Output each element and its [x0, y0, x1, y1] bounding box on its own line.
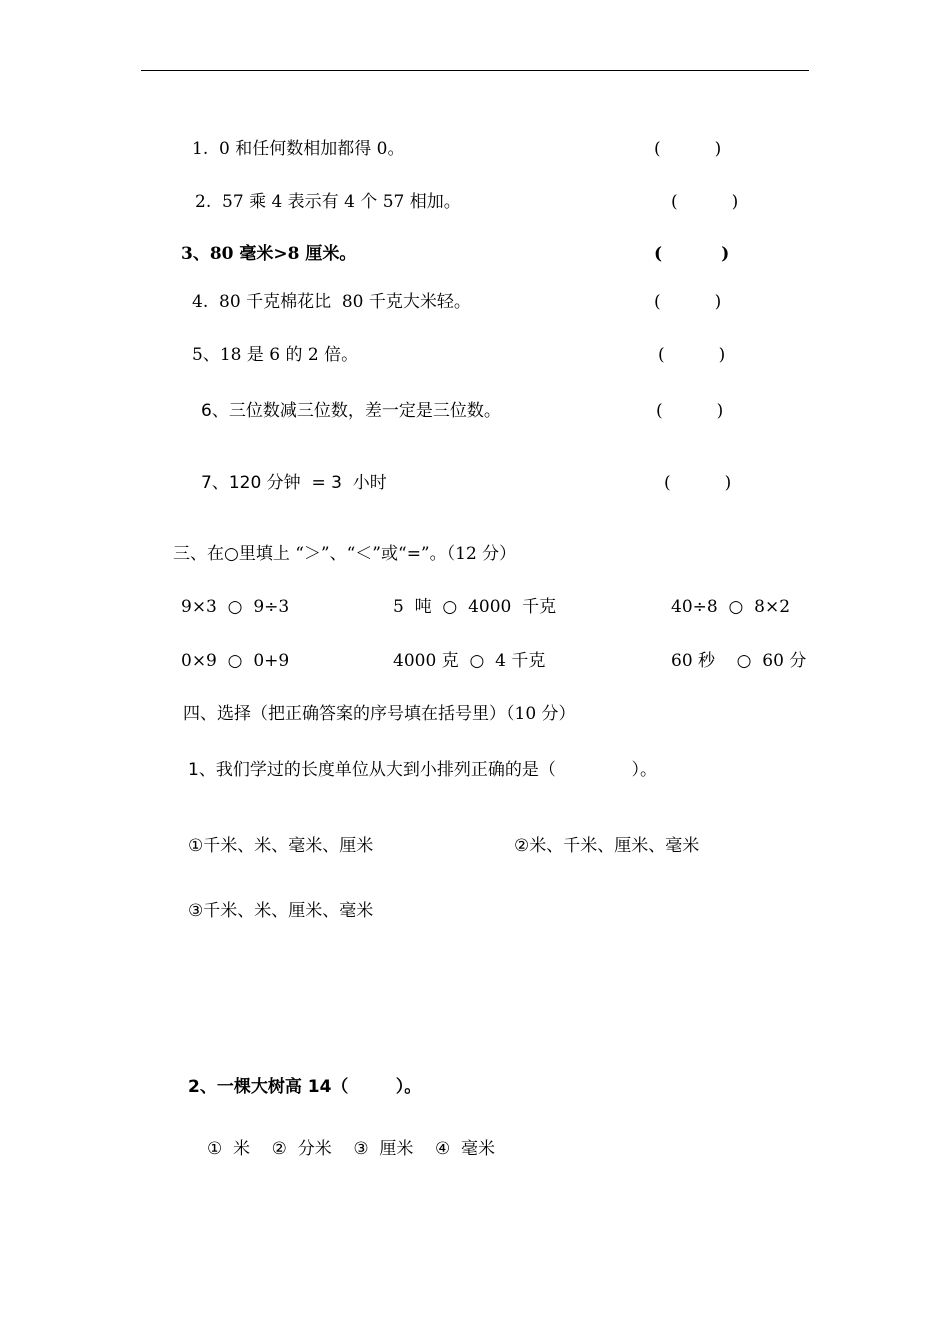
answer-paren-7[interactable]: ( ): [664, 473, 732, 493]
answer-paren-6[interactable]: ( ): [656, 401, 724, 421]
choice-q2-stem: 2、一棵大树高 14（ ）。: [188, 1077, 422, 1097]
compare-item-4[interactable]: 0×9 ○ 0+9: [181, 651, 290, 671]
choice-q1-option-1: ①千米、米、毫米、厘米: [188, 836, 374, 856]
judge-item-5: 5、18 是 6 的 2 倍。: [192, 345, 359, 365]
answer-paren-5[interactable]: ( ): [658, 345, 726, 365]
compare-item-3[interactable]: 40÷8 ○ 8×2: [671, 597, 791, 617]
compare-item-2[interactable]: 5 吨 ○ 4000 千克: [393, 597, 557, 617]
answer-paren-1[interactable]: ( ): [654, 139, 722, 159]
choice-q2-options: ① 米 ② 分米 ③ 厘米 ④ 毫米: [207, 1139, 496, 1159]
judge-item-2: 2. 57 乘 4 表示有 4 个 57 相加。: [195, 192, 461, 212]
judge-item-3: 3、80 毫米>8 厘米。: [181, 244, 357, 264]
answer-paren-2[interactable]: ( ): [671, 192, 739, 212]
judge-item-4: 4. 80 千克棉花比 80 千克大米轻。: [192, 292, 471, 312]
compare-item-1[interactable]: 9×3 ○ 9÷3: [181, 597, 290, 617]
compare-item-5[interactable]: 4000 克 ○ 4 千克: [393, 651, 546, 671]
judge-item-1: 1. 0 和任何数相加都得 0。: [192, 139, 405, 159]
answer-paren-4[interactable]: ( ): [654, 292, 722, 312]
judge-item-6: 6、三位数减三位数，差一定是三位数。: [201, 401, 501, 421]
answer-paren-3[interactable]: ( ): [654, 244, 730, 264]
choice-q1-option-3: ③千米、米、厘米、毫米: [188, 901, 374, 921]
choice-q1-option-2: ②米、千米、厘米、毫米: [514, 836, 700, 856]
choice-q1-stem: 1、我们学过的长度单位从大到小排列正确的是（ ）。: [188, 760, 657, 780]
judge-item-7: 7、120 分钟 = 3 小时: [201, 473, 387, 493]
section4-title: 四、选择（把正确答案的序号填在括号里）（10 分）: [183, 704, 576, 724]
section3-title: 三、在○里填上 “＞”、“＜”或“=”。（12 分）: [173, 544, 517, 564]
header-rule: [141, 70, 809, 71]
compare-item-6[interactable]: 60 秒 ○ 60 分: [671, 651, 807, 671]
